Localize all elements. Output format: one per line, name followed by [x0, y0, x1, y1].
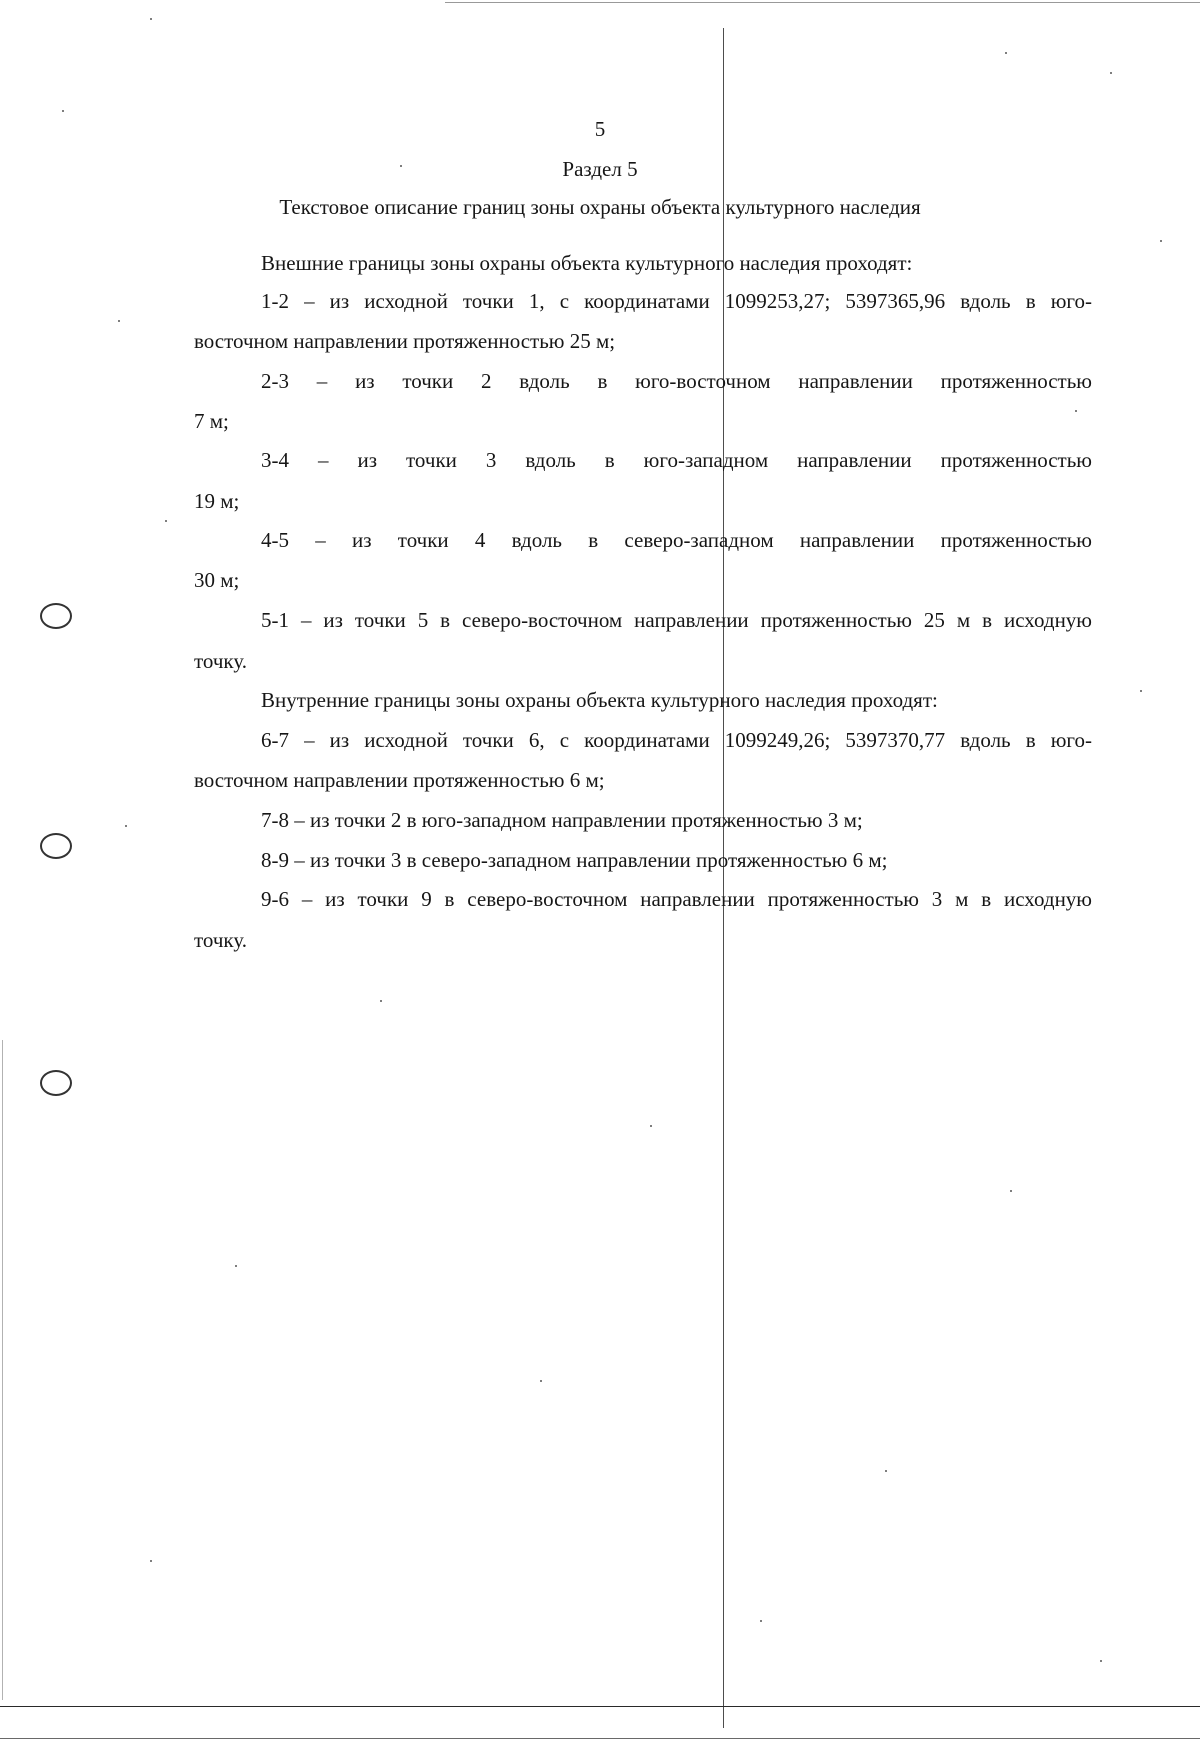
inner-segment-4-line-2: точку. — [194, 928, 247, 952]
outer-segment-3-line-1: 3-4 – из точки 3 вдоль в юго-западном направлении протяженностью — [261, 448, 1092, 472]
scan-speck — [1075, 410, 1077, 412]
outer-segment-3-line-2: 19 м; — [194, 489, 240, 513]
scan-speck — [165, 520, 167, 522]
scan-top-edge — [445, 2, 1200, 3]
outer-segment-4-line-2: 30 м; — [194, 568, 240, 592]
punch-hole-middle — [40, 833, 72, 859]
outer-intro: Внешние границы зоны охраны объекта культурного наследия проходят: — [261, 251, 913, 275]
scan-speck — [1010, 1190, 1012, 1192]
scan-speck — [1140, 690, 1142, 692]
section-label: Раздел 5 — [562, 157, 638, 181]
scan-speck — [400, 165, 402, 167]
scan-speck — [125, 825, 127, 827]
scan-speck — [885, 1470, 887, 1472]
inner-segment-1-line-2: восточном направлении протяженностью 6 м; — [194, 768, 605, 792]
inner-intro: Внутренние границы зоны охраны объекта культурного наследия проходят: — [261, 688, 938, 712]
scan-speck — [1100, 1660, 1102, 1662]
scan-speck — [62, 110, 64, 112]
outer-segment-4-line-1: 4-5 – из точки 4 вдоль в северо-западном направлении протяженностью — [261, 528, 1092, 552]
scan-speck — [650, 1125, 652, 1127]
inner-segment-4-line-1: 9-6 – из точки 9 в северо-восточном направлении протяженностью 3 м в исходную — [261, 887, 1092, 911]
scan-speck — [118, 320, 120, 322]
scan-speck — [150, 18, 152, 20]
inner-segment-1-line-1: 6-7 – из исходной точки 6, с координатами 1099249,26; 5397370,77 вдоль в юго- — [261, 728, 1092, 752]
page-number: 5 — [594, 117, 606, 141]
outer-segment-2-line-1: 2-3 – из точки 2 вдоль в юго-восточном направлении протяженностью — [261, 369, 1092, 393]
outer-segment-1-line-2: восточном направлении протяженностью 25 м; — [194, 329, 616, 353]
scan-bottom-rule-2 — [0, 1738, 1200, 1739]
inner-segment-2: 7-8 – из точки 2 в юго-западном направлении протяженностью 3 м; — [261, 808, 863, 832]
scan-left-edge — [2, 1040, 3, 1700]
page-title: Текстовое описание границ зоны охраны объекта культурного наследия — [279, 195, 921, 219]
outer-segment-5-line-2: точку. — [194, 649, 247, 673]
scan-speck — [760, 1620, 762, 1622]
punch-hole-bottom — [40, 1070, 72, 1096]
scan-speck — [1160, 240, 1162, 242]
scan-speck — [380, 1000, 382, 1002]
scan-fold-line — [723, 28, 724, 1728]
scan-bottom-rule — [0, 1706, 1200, 1707]
scan-speck — [540, 1380, 542, 1382]
scan-speck — [150, 1560, 152, 1562]
scan-speck — [1005, 52, 1007, 54]
scan-speck — [235, 1265, 237, 1267]
scan-speck — [1110, 72, 1112, 74]
inner-segment-3: 8-9 – из точки 3 в северо-западном направлении протяженностью 6 м; — [261, 848, 888, 872]
outer-segment-5-line-1: 5-1 – из точки 5 в северо-восточном направлении протяженностью 25 м в исходную — [261, 608, 1092, 632]
punch-hole-top — [40, 603, 72, 629]
outer-segment-1-line-1: 1-2 – из исходной точки 1, с координатами 1099253,27; 5397365,96 вдоль в юго- — [261, 289, 1092, 313]
outer-segment-2-line-2: 7 м; — [194, 409, 229, 433]
